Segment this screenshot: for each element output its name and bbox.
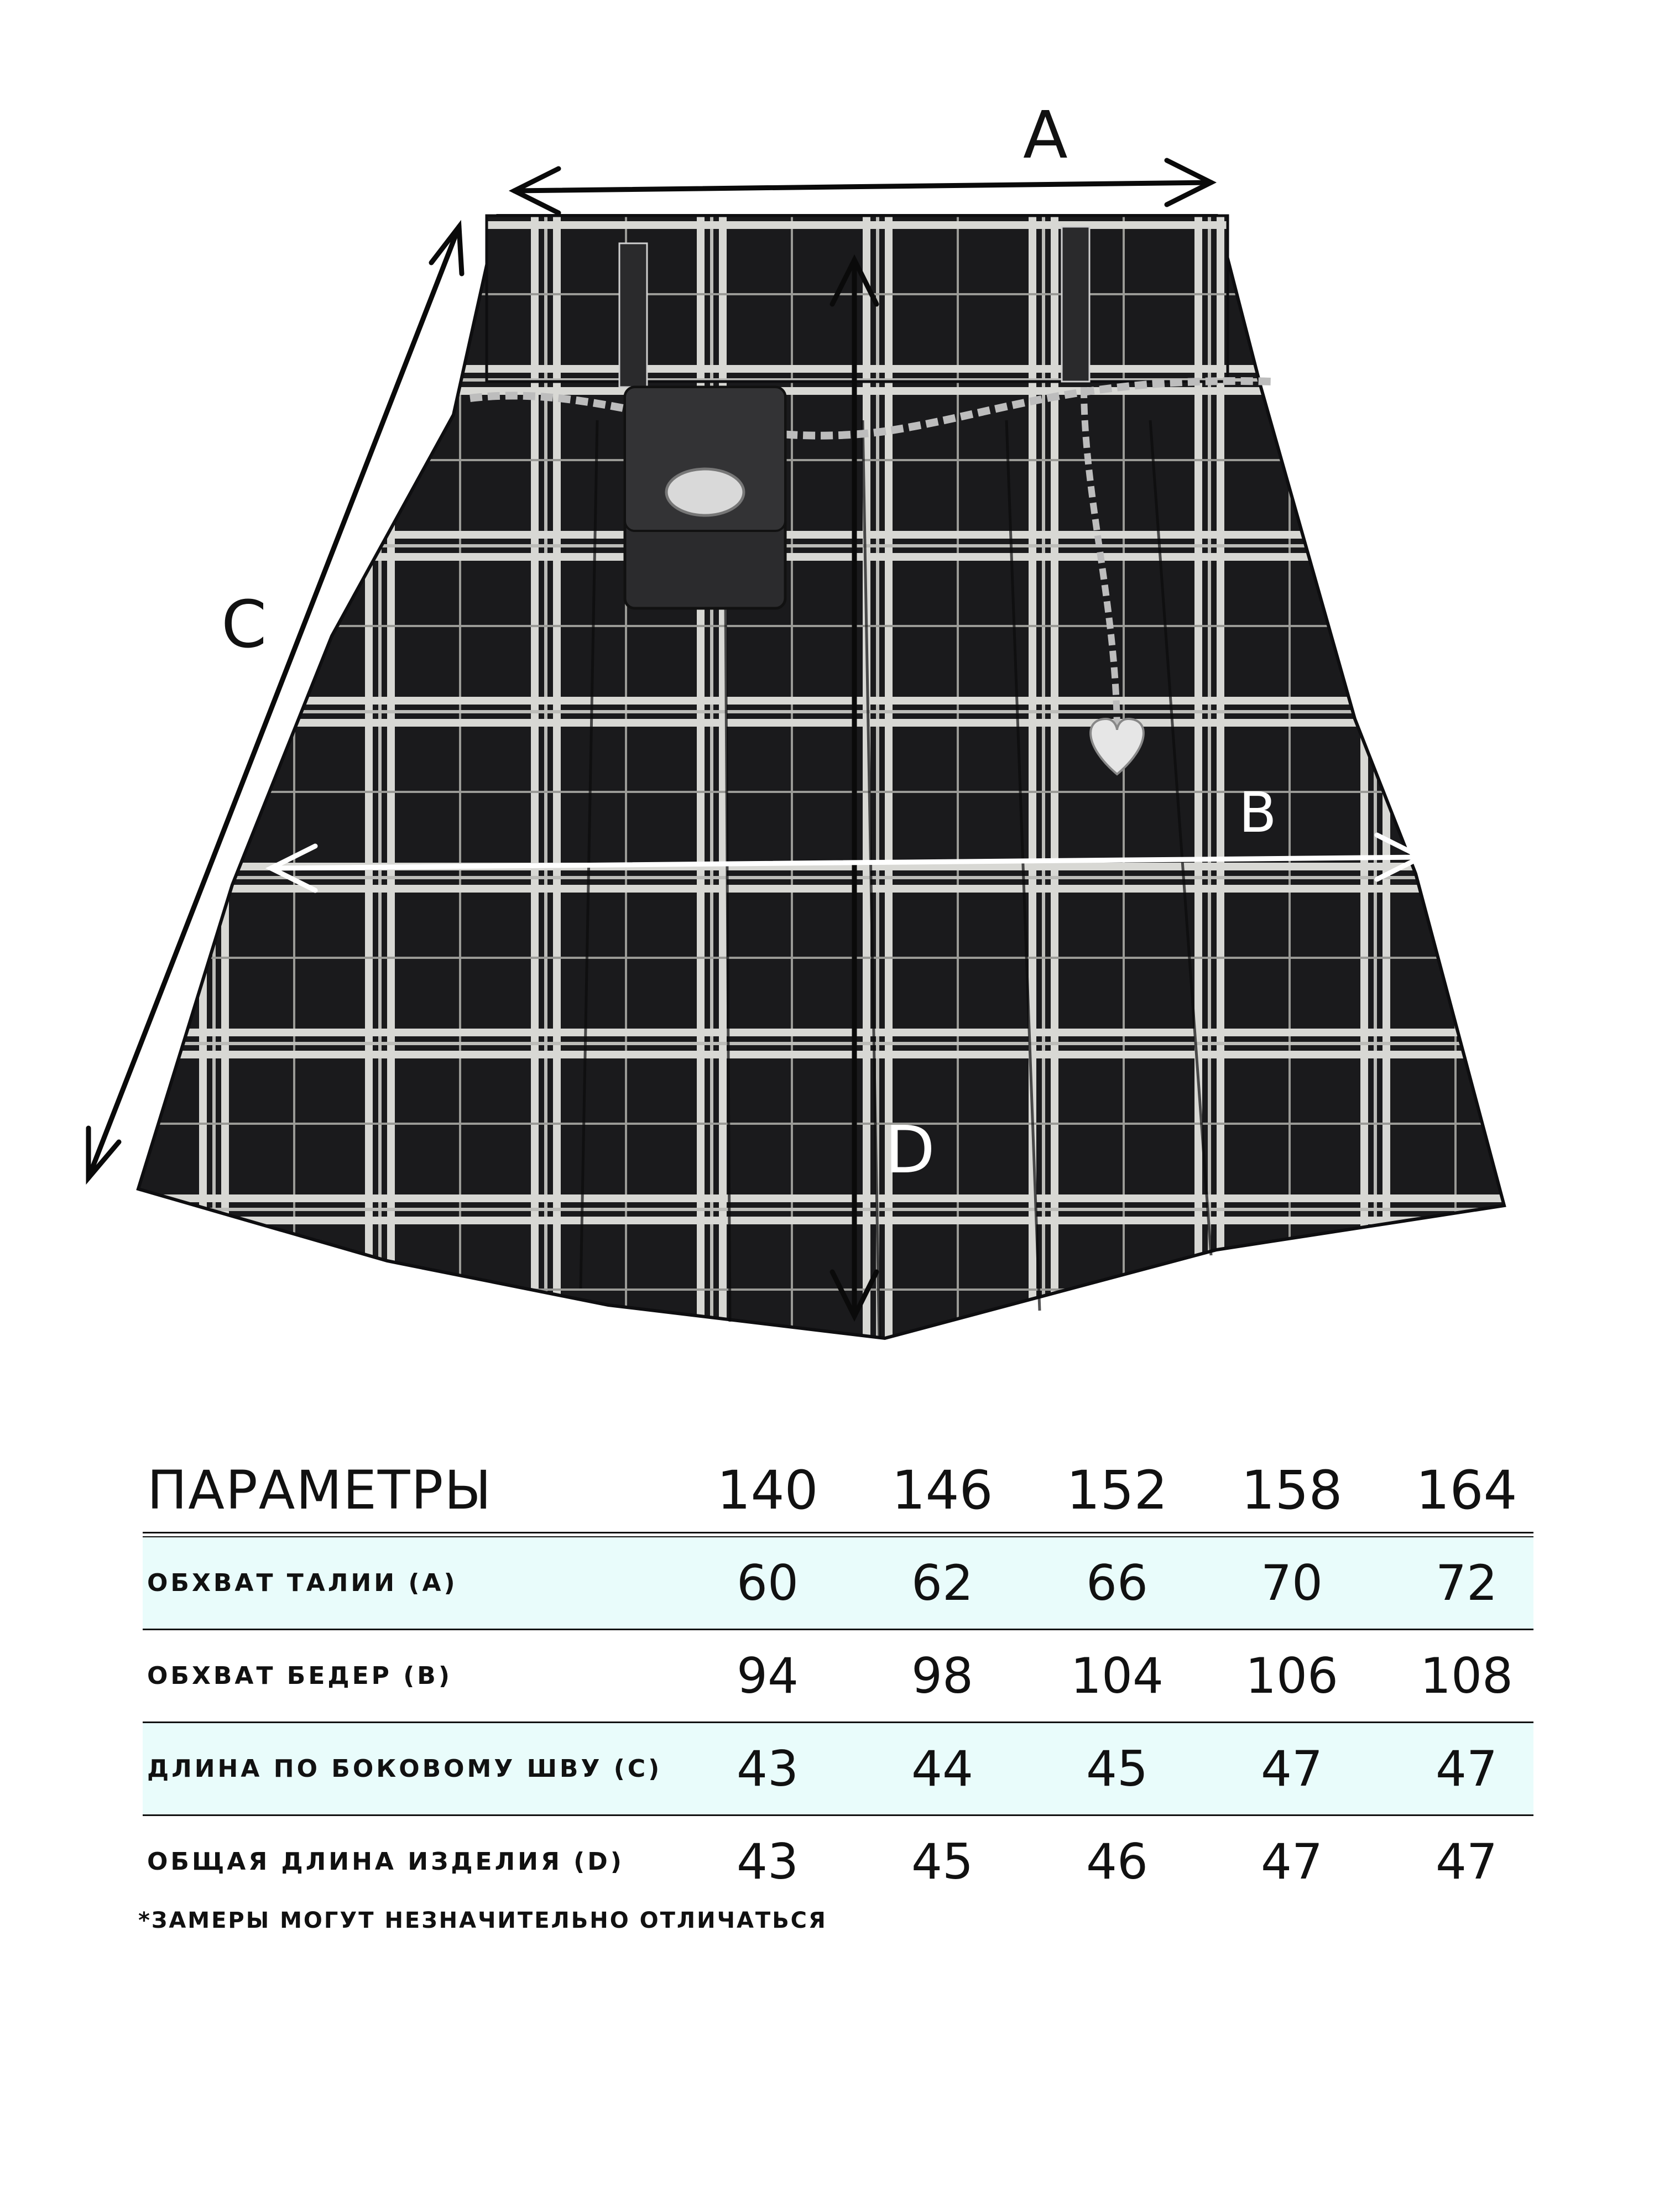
cell-value: 44 <box>911 1740 973 1797</box>
row-label: ОБЩАЯ ДЛИНА ИЗДЕЛИЯ (D) <box>147 1848 624 1876</box>
row-label: ДЛИНА ПО БОКОВОМУ ШВУ (С) <box>147 1755 662 1783</box>
table-row <box>143 1537 1533 1629</box>
cell-value: 43 <box>737 1740 799 1797</box>
pouch-clasp <box>666 469 744 515</box>
table-row <box>143 1630 1533 1721</box>
label-d: D <box>885 1112 935 1188</box>
arrow-a <box>514 182 1211 191</box>
size-col-2: 146 <box>891 1459 993 1521</box>
cell-value: 45 <box>911 1833 973 1890</box>
skirt-body <box>138 216 1504 1338</box>
cell-value: 108 <box>1420 1647 1513 1704</box>
waistband <box>487 216 1228 382</box>
size-col-4: 158 <box>1241 1459 1343 1521</box>
cell-value: 106 <box>1245 1647 1338 1704</box>
table-header-row <box>143 1449 1533 1532</box>
cell-value: 66 <box>1086 1554 1148 1611</box>
row-label: ОБХВАТ БЕДЕР (В) <box>147 1662 452 1690</box>
cell-value: 94 <box>737 1647 799 1704</box>
cell-value: 98 <box>911 1647 973 1704</box>
size-col-3: 152 <box>1066 1459 1168 1521</box>
cell-value: 47 <box>1436 1833 1498 1890</box>
size-col-1: 140 <box>717 1459 818 1521</box>
cell-value: 45 <box>1086 1740 1148 1797</box>
label-c: C <box>221 586 267 662</box>
table-row <box>143 1723 1533 1814</box>
header-label: ПАРАМЕТРЫ <box>147 1459 493 1521</box>
size-col-5: 164 <box>1416 1459 1517 1521</box>
cell-value: 47 <box>1261 1740 1323 1797</box>
belt-loop <box>1062 227 1089 382</box>
cell-value: 46 <box>1086 1833 1148 1890</box>
label-a: A <box>1023 97 1068 173</box>
cell-value: 70 <box>1261 1554 1323 1611</box>
table-row <box>143 1816 1533 1907</box>
belt-loop <box>619 243 647 387</box>
cell-value: 47 <box>1436 1740 1498 1797</box>
label-b: B <box>1239 780 1277 845</box>
cell-value: 43 <box>737 1833 799 1890</box>
row-label: ОБХВАТ ТАЛИИ (А) <box>147 1569 458 1597</box>
size-table <box>143 1449 1533 1907</box>
cell-value: 104 <box>1071 1647 1164 1704</box>
header-divider <box>143 1532 1533 1537</box>
footnote: *ЗАМЕРЫ МОГУТ НЕЗНАЧИТЕЛЬНО ОТЛИЧАТЬСЯ <box>138 1908 827 1933</box>
cell-value: 72 <box>1436 1554 1498 1611</box>
cell-value: 60 <box>737 1554 799 1611</box>
cell-value: 47 <box>1261 1833 1323 1890</box>
cell-value: 62 <box>911 1554 973 1611</box>
